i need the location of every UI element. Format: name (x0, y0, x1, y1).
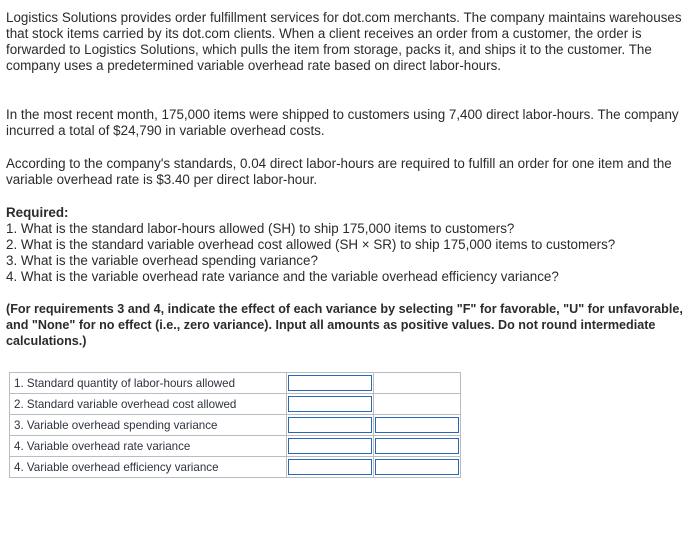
effect-cell (374, 436, 461, 457)
effect-cell (374, 373, 461, 394)
amount-input[interactable] (288, 459, 372, 475)
required-section (6, 205, 686, 285)
amount-cell (287, 394, 374, 415)
effect-select[interactable] (375, 417, 459, 433)
table-row (10, 373, 461, 394)
table-row (10, 394, 461, 415)
amount-input[interactable] (288, 417, 372, 433)
effect-cell (374, 457, 461, 478)
instructions-text: (For requirements 3 and 4, indicate the effect of each variance by selecting "F" for favorable, "U" for unfavorable, and "None" for no effect (i.e., zero variance). Input all amounts as positive values. Do not round intermediate calculations.) (6, 302, 683, 348)
amount-input[interactable] (288, 375, 372, 391)
amount-cell (287, 436, 374, 457)
effect-select[interactable] (375, 459, 459, 475)
row-label: 3. Variable overhead spending variance (10, 415, 287, 436)
amount-cell (287, 373, 374, 394)
standards-paragraph: According to the company's standards, 0.04 direct labor-hours are required to fulfill an order for one item and the variable overhead rate is $3.40 per direct labor-hour. (6, 156, 672, 187)
row-label: 1. Standard quantity of labor-hours allowed (10, 373, 287, 394)
row-label: 4. Variable overhead efficiency variance (10, 457, 287, 478)
amount-input[interactable] (288, 438, 372, 454)
required-item-3: 3. What is the variable overhead spending variance? (6, 253, 318, 268)
table-row (10, 415, 461, 436)
required-item-1: 1. What is the standard labor-hours allowed (SH) to ship 175,000 items to customers? (6, 221, 515, 236)
row-label: 4. Variable overhead rate variance (10, 436, 287, 457)
amount-cell (287, 415, 374, 436)
amount-input[interactable] (288, 396, 372, 412)
effect-select[interactable] (375, 438, 459, 454)
table-row (10, 436, 461, 457)
effect-cell (374, 394, 461, 415)
monthly-data-paragraph: In the most recent month, 175,000 items were shipped to customers using 7,400 direct labor-hours. The company incurred a total of $24,790 in variable overhead costs. (6, 107, 679, 138)
problem-intro-paragraph: Logistics Solutions provides order fulfillment services for dot.com merchants. The company maintains warehouses that stock items carried by its dot.com clients. When a client receives an order from a customer, the order is forwarded to Logistics Solutions, which pulls the item from storage, packs it, and ships it to the customer. The company uses a predetermined variable overhead rate based on direct labor-hours. (6, 10, 682, 73)
effect-cell (374, 415, 461, 436)
answer-table (9, 372, 461, 478)
required-heading: Required: (6, 205, 69, 220)
row-label: 2. Standard variable overhead cost allowed (10, 394, 287, 415)
table-row (10, 457, 461, 478)
required-item-4: 4. What is the variable overhead rate variance and the variable overhead efficiency variance? (6, 269, 559, 284)
required-item-2: 2. What is the standard variable overhead cost allowed (SH × SR) to ship 175,000 items to customers? (6, 237, 616, 252)
amount-cell (287, 457, 374, 478)
